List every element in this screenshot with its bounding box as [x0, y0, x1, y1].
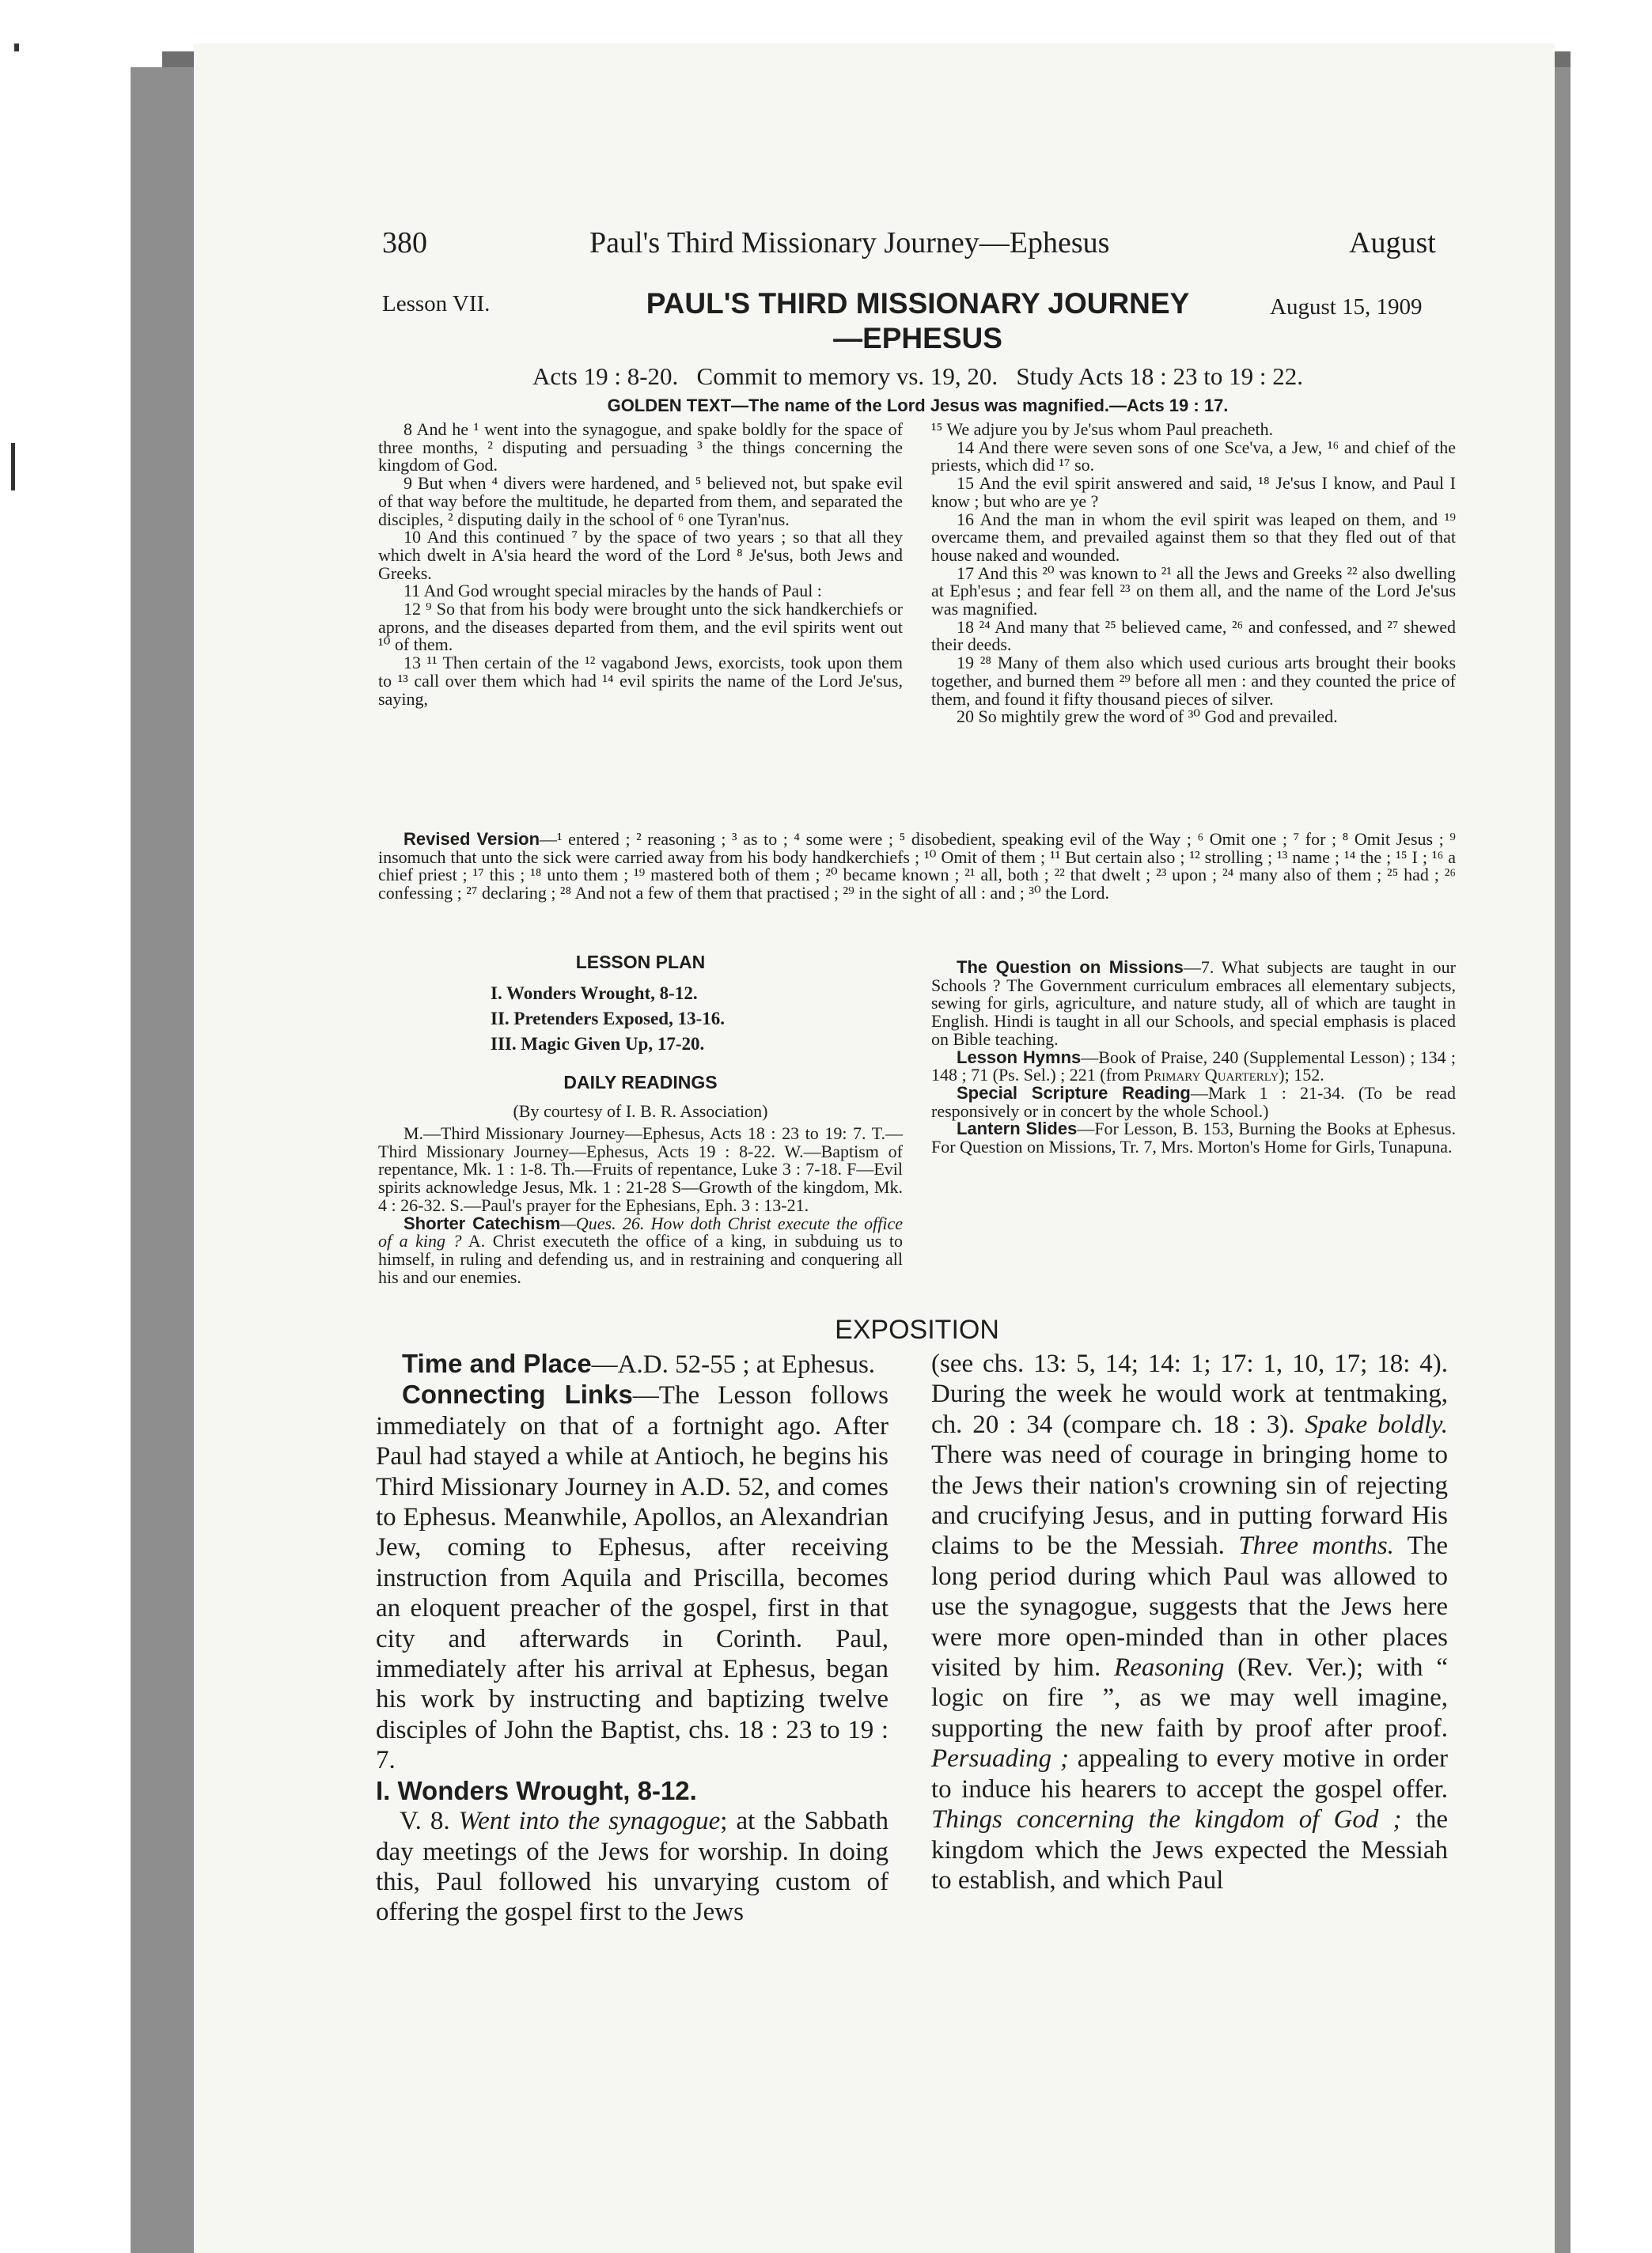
catechism-answer: A. Christ executeth the office of a king, in subduing us to himself, in ruling and defending us, and in restraining and conquering all his and our enemies.	[378, 1231, 903, 1287]
lesson-title	[585, 286, 1250, 356]
lesson-date: August 15, 1909	[1270, 294, 1423, 320]
lesson-title-line1: PAUL'S THIRD MISSIONARY JOURNEY	[646, 287, 1190, 320]
exposition-heading: EXPOSITION	[835, 1315, 999, 1345]
links-label: Connecting Links	[402, 1380, 633, 1410]
scan-margin	[1571, 47, 1652, 2253]
verse: 20 So mightily grew the word of ³⁰ God and prevailed.	[957, 706, 1338, 727]
verse: 8 And he ¹ went into the synagogue, and spake boldly for the space of three months, ² disputing and persuading ³ the things concerning the kingdom of God.	[378, 419, 903, 475]
page-number: 380	[382, 226, 427, 259]
lesson-notes: The Question on Missions—7. What subjects are taught in our Schools ? The Government curriculum embraces all elementary subjects, sewing for girls, agriculture, and nature study, all of which are taught in English. Hindi is taught in all our Schools, and special emphasis is placed on Bible teaching. Lesson Hymns—Book of Praise, 240 (Supplemental Lesson) ; 134 ; 148 ; 71 (Ps. Sel.) ; 221 (from Primary Quarterly); 152. Special Scripture Reading—Mark 1 : 21-34. (To be read responsively or in concert by the whole School.) Lantern Slides—For Lesson, B. 153, Burning the Books at Ephesus. For Question on Missions, Tr. 7, Mrs. Morton's Home for Girls, Tunapuna.	[931, 957, 1457, 1157]
lesson-title-line2: —EPHESUS	[833, 322, 1002, 354]
verse: 11 And God wrought special miracles by the hands of Paul :	[404, 581, 822, 601]
lesson-plan-item: III. Magic Given Up, 17-20.	[491, 1034, 705, 1054]
hymns-label: Lesson Hymns	[957, 1047, 1082, 1067]
verse: 15 And the evil spirit answered and said, ¹⁸ Je'sus I know, and Paul I know ; but who are ye ?	[931, 473, 1456, 511]
verse: 10 And this continued ⁷ by the space of two years ; so that all they which dwelt in A'sia heard the word of the Lord ⁸ Je'sus, both Jews and Greeks.	[378, 527, 903, 583]
lesson-plan-item: I. Wonders Wrought, 8-12.	[491, 983, 698, 1003]
exposition-left: Time and Place—A.D. 52-55 ; at Ephesus. Connecting Links—The Lesson follows immediately on that of a fortnight ago. After Paul had stayed a while at Antioch, he begins his Third Missionary Journey in A.D. 52, and comes to Ephesus. Meanwhile, Apollos, an Alexandrian Jew, coming to Ephesus, after receiving instruction from Aquila and Priscilla, becomes an eloquent preacher of the gospel, first in that city and afterwards in Corinth. Paul, immediately after his arrival at Ephesus, began his work by instructing and baptizing twelve disciples of John the Baptist, chs. 18 : 23 to 19 : 7. I. Wonders Wrought, 8-12. V. 8. Went into the synagogue; at the Sabbath day meetings of the Jews for worship. In doing this, Paul followed his unvarying custom of offering the gospel first to the Jews	[376, 1349, 889, 1927]
verse: ¹⁵ We adjure you by Je'sus whom Paul preacheth.	[931, 419, 1274, 439]
revised-version-text: —¹ entered ; ² reasoning ; ³ as to ; ⁴ some were ; ⁵ disobedient, speaking evil of the Way ; ⁶ Omit one ; ⁷ for ; ⁸ Omit Jesus ; ⁹ insomuch that unto the sick were carried away from his body handkerchiefs ; ¹⁰ Omit of them ; ¹¹ But certain also ; ¹² strolling ; ¹³ name ; ¹⁴ the ; ¹⁵ I ; ¹⁶ a chief priest ; ¹⁷ this ; ¹⁸ unto them ; ¹⁹ mastered both of them ; ²⁰ became known ; ²¹ all, both ; ²² that dwelt ; ²³ upon ; ²⁴ many also of them ; ²⁵ had ; ²⁶ confessing ; ²⁷ declaring ; ²⁸ And not a few of them that practised ; ²⁹ in the sight of all : and ; ³⁰ the Lord.	[378, 829, 1456, 903]
special-reading-label: Special Scripture Reading	[957, 1082, 1191, 1103]
verse: 9 But when ⁴ divers were hardened, and ⁵ believed not, but spake evil of that way before the multitude, he departed from them, and separated the disciples, ² disputing daily in the school of ⁶ one Tyran'nus.	[378, 473, 903, 529]
verse: 16 And the man in whom the evil spirit was leaped on them, and ¹⁹ overcame them, and prevailed against them so that they fled out of that house naked and wounded.	[931, 509, 1456, 565]
verse: 12 ⁹ So that from his body were brought unto the sick handkerchiefs or aprons, and the diseases departed from them, and the evil spirits went out ¹⁰ of them.	[378, 599, 903, 655]
verse: 19 ²⁸ Many of them also which used curious arts brought their books together, and burned them ²⁹ before all men : and they counted the price of them, and found it fifty thousand pieces of silver.	[931, 653, 1456, 709]
verse: 13 ¹¹ Then certain of the ¹² vagabond Jews, exorcists, took upon them to ¹³ call over them which had ¹⁴ evil spirits the name of the Lord Je'sus, saying,	[378, 653, 903, 709]
lesson-plan-heading: LESSON PLAN	[575, 952, 706, 972]
lesson-refs: Acts 19 : 8-20. Commit to memory vs. 19, 20. Study Acts 18 : 23 to 19 : 22.	[532, 362, 1303, 390]
scan-speck	[11, 443, 15, 490]
revised-version-label: Revised Version	[404, 829, 540, 849]
scan-speck	[14, 44, 19, 51]
golden-text: GOLDEN TEXT—The name of the Lord Jesus was magnified.—Acts 19 : 17.	[607, 396, 1229, 415]
verse: 14 And there were seven sons of one Sce'va, a Jew, ¹⁶ and chief of the priests, which did ¹⁷ so.	[931, 437, 1456, 475]
verse: 17 And this ²⁰ was known to ²¹ all the Jews and Greeks ²² also dwelling at Eph'esus ; and fear fell ²³ on them all, and the name of the Lord Je'sus was magnified.	[931, 562, 1456, 619]
time-label: Time and Place	[402, 1349, 592, 1378]
catechism-label: Shorter Catechism	[404, 1213, 561, 1233]
lesson-plan-item: II. Pretenders Exposed, 13-16.	[491, 1009, 726, 1028]
lesson-number: Lesson VII.	[382, 291, 491, 316]
running-month: August	[1349, 226, 1436, 259]
missions-label: The Question on Missions	[957, 957, 1184, 977]
lesson-plan-list	[491, 981, 725, 1057]
daily-readings-courtesy: (By courtesy of I. B. R. Association)	[513, 1101, 768, 1121]
catechism-question: —Ques. 26. How doth Christ execute the office of a king ?	[378, 1213, 903, 1251]
section-heading: I. Wonders Wrought, 8-12.	[376, 1775, 697, 1805]
running-title: Paul's Third Missionary Journey—Ephesus	[589, 226, 1110, 259]
lantern-label: Lantern Slides	[957, 1119, 1078, 1139]
daily-readings-text: M.—Third Missionary Journey—Ephesus, Acts 18 : 23 to 19: 7. T.—Third Missionary Journey—Ephesus, Acts 19 : 8-22. W.—Baptism of repentance, Mk. 1 : 1-8. Th.—Fruits of repentance, Luke 3 : 7-18. F—Evil spirits acknowledge Jesus, Mk. 1 : 21-28 S—Growth of the kingdom, Mk. 4 : 26-32. S.—Paul's prayer for the Ephesians, Eph. 3 : 13-21. Shorter Catechism—Ques. 26. How doth Christ execute the office of a king ? A. Christ executeth the office of a king, in subduing us to himself, in ruling and defending us, and in restraining and conquering all his and our enemies.	[378, 1123, 903, 1287]
revised-version	[378, 831, 1456, 903]
scripture-right	[931, 421, 1456, 726]
verse: 18 ²⁴ And many that ²⁵ believed came, ²⁶ and confessed, and ²⁷ shewed their deeds.	[931, 616, 1456, 655]
scripture-left	[378, 421, 903, 708]
daily-readings-heading: DAILY READINGS	[563, 1072, 718, 1092]
exposition-right: (see chs. 13: 5, 14; 14: 1; 17: 1, 10, 17; 18: 4). During the week he would work at tentmaking, ch. 20 : 34 (compare ch. 18 : 3). Spake boldly. There was need of courage in bringing home to the Jews their nation's crowning sin of rejecting and crucifying Jesus, and in putting forward His claims to be the Messiah. Three months. The long period during which Paul was allowed to use the synagogue, suggests that the Jews here were more open-minded than in other places visited by him. Reasoning (Rev. Ver.); with “ logic on fire ”, as we may well imagine, supporting the new faith by proof after proof. Persuading ; appealing to every motive in order to induce his hearers to accept the gospel offer. Things concerning the kingdom of God ; the kingdom which the Jews expected the Messiah to establish, and which Paul	[931, 1350, 1448, 1895]
